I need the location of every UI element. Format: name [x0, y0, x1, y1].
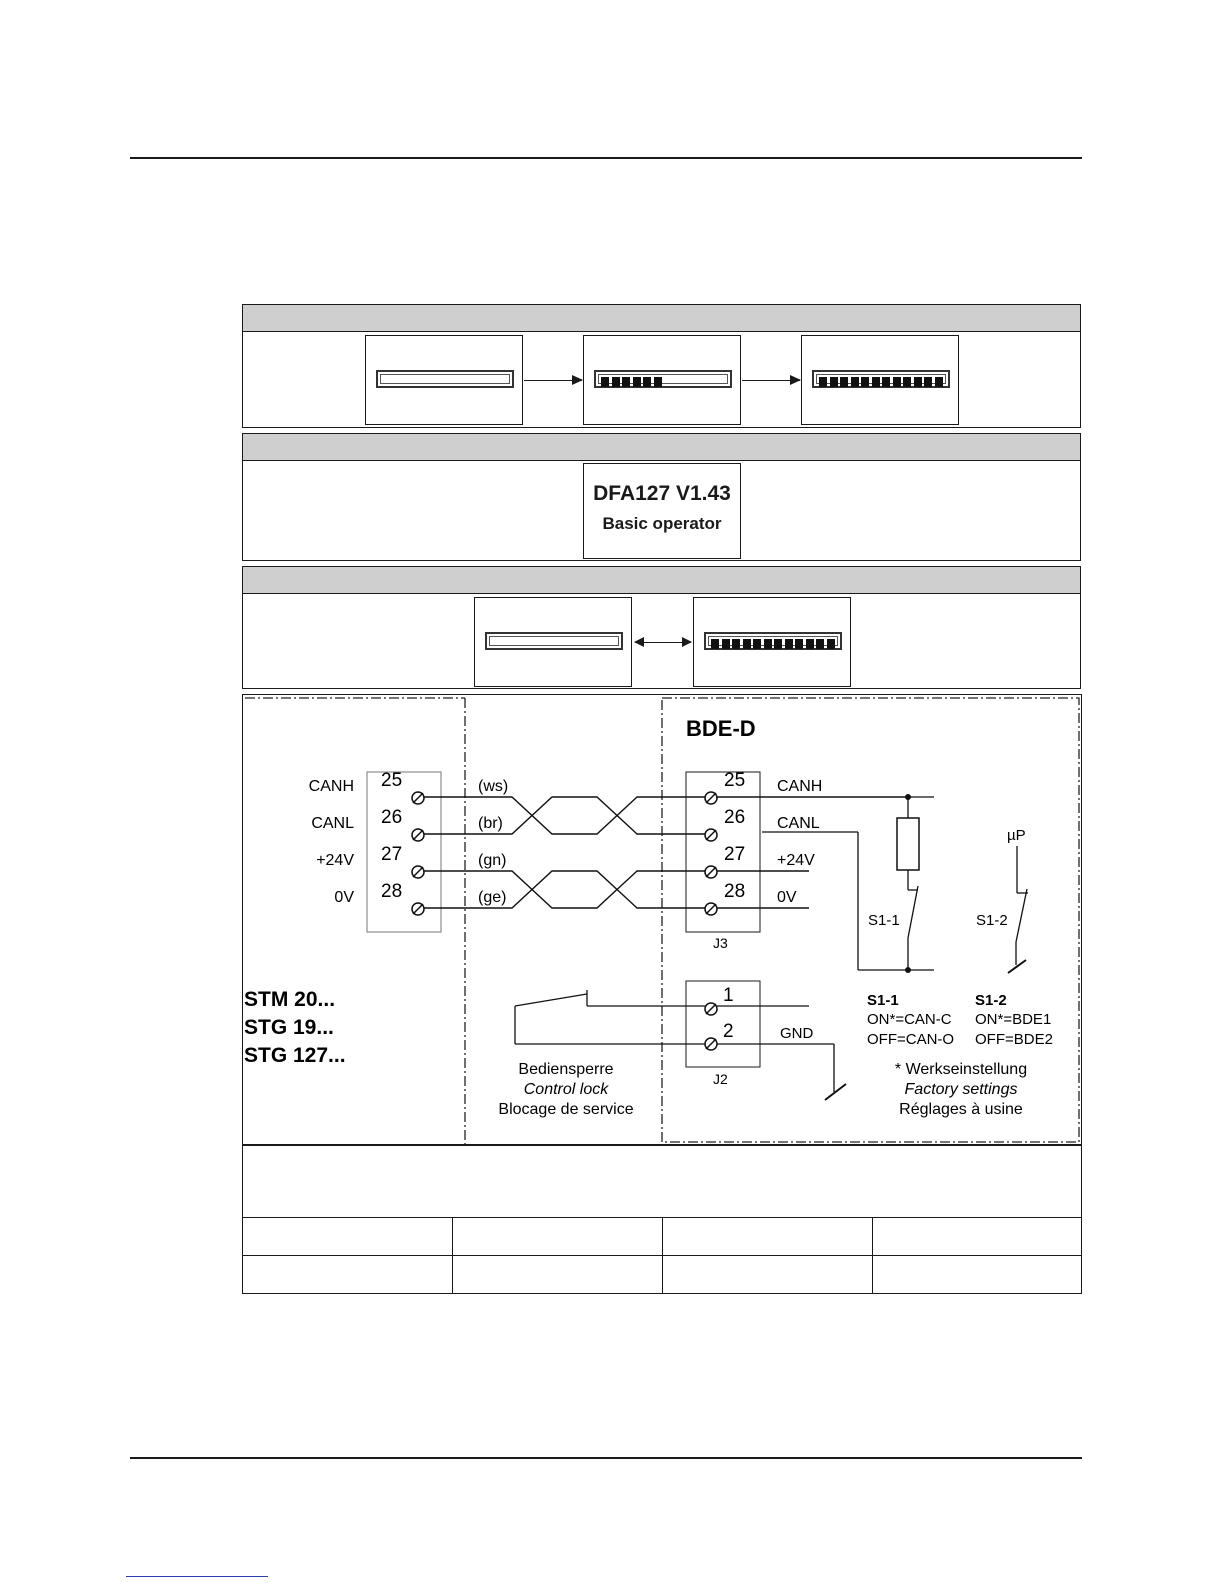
progress-segment: [764, 639, 772, 649]
footer-rule: [130, 1457, 1082, 1459]
left-signal-label: 0V: [334, 889, 354, 906]
s1-1-off: OFF=CAN-O: [867, 1031, 955, 1048]
microprocessor-label: µP: [1007, 827, 1026, 844]
screw-terminal-icon: [705, 1038, 717, 1050]
header-rule: [130, 157, 1082, 159]
left-signal-label: +24V: [316, 852, 354, 869]
toggle-section: [242, 566, 1081, 689]
progress-segment: [785, 639, 793, 649]
right-signal-label: CANL: [777, 815, 820, 832]
module-title: BDE-D: [686, 716, 756, 741]
section-header: [243, 305, 1080, 332]
right-signal-label: 0V: [777, 889, 797, 906]
progress-segment: [622, 377, 630, 387]
screw-terminal-icon: [412, 866, 424, 878]
device-3: STG 127...: [244, 1044, 346, 1067]
switch-s1-1-label: S1-1: [868, 912, 900, 929]
progress-segment: [819, 377, 827, 387]
factory-en: Factory settings: [904, 1081, 1018, 1098]
table-row: [243, 1255, 1081, 1294]
screw-terminal-icon: [705, 829, 717, 841]
progress-bar-empty: [485, 632, 623, 650]
lcd-version: [583, 463, 741, 559]
right-signal-label: CANH: [777, 778, 823, 795]
device-1: STM 20...: [244, 988, 336, 1011]
screw-terminal-icon: [412, 903, 424, 915]
s1-2-off: OFF=BDE2: [975, 1031, 1053, 1048]
switch-s1-2-label: S1-2: [976, 912, 1008, 929]
screw-terminal-icon: [412, 792, 424, 804]
twisted-wire: [424, 797, 705, 834]
section-header: [243, 567, 1080, 594]
progress-bar-half: [594, 370, 732, 388]
progress-segment: [732, 639, 740, 649]
switch-s1-2: [1016, 889, 1027, 942]
s1-2-on: ON*=BDE1: [975, 1011, 1052, 1028]
right-signal-label: +24V: [777, 852, 815, 869]
table-row: [243, 1217, 1081, 1256]
terminator-resistor: [897, 818, 919, 870]
ground-s1-2: [1008, 960, 1026, 973]
progress-segment: [827, 639, 835, 649]
s1-1-on: ON*=CAN-C: [867, 1011, 952, 1028]
wiring-diagram: [242, 694, 1082, 1146]
arrowhead-right-icon: [682, 637, 692, 647]
progress-bar-full: [704, 632, 842, 650]
connector-j2-label: J2: [713, 1071, 728, 1087]
progress-segment: [924, 377, 932, 387]
progress-segment: [893, 377, 901, 387]
screw-terminal-icon: [705, 866, 717, 878]
twisted-wire: [424, 797, 705, 834]
progress-segment: [612, 377, 620, 387]
progress-segment: [914, 377, 922, 387]
operator-text: Basic operator: [602, 514, 722, 533]
lcd-half: [583, 335, 741, 425]
right-pin-number: 28: [724, 881, 746, 902]
progress-segment: [882, 377, 890, 387]
progress-segment: [654, 377, 662, 387]
wire-color-label: (ge): [478, 889, 507, 906]
left-pin-number: 27: [381, 844, 403, 865]
device-2: STG 19...: [244, 1016, 334, 1039]
progress-segment: [753, 639, 761, 649]
connector-j3-label: J3: [713, 935, 728, 951]
version-section: [242, 433, 1081, 561]
control-lock-en: Control lock: [523, 1081, 609, 1098]
s1-1-title: S1-1: [867, 992, 899, 1009]
progress-segment: [806, 639, 814, 649]
progress-segment: [643, 377, 651, 387]
control-lock-fr: Blocage de service: [498, 1101, 634, 1118]
version-text: DFA127 V1.43: [593, 482, 731, 505]
section-header: [243, 434, 1080, 461]
progress-segment: [830, 377, 838, 387]
twisted-wire: [424, 871, 705, 908]
left-pin-number: 28: [381, 881, 403, 902]
screw-terminal-icon: [705, 792, 717, 804]
ground-icon: [825, 1084, 846, 1100]
screw-terminal-icon: [705, 1003, 717, 1015]
arrowhead-icon: [572, 375, 583, 385]
progress-segment: [903, 377, 911, 387]
lcd-full: [693, 597, 851, 687]
progress-segment: [851, 377, 859, 387]
progress-segment: [743, 639, 751, 649]
j2-pin-1: 1: [723, 985, 734, 1006]
progress-segment: [601, 377, 609, 387]
progress-bar-full: [812, 370, 950, 388]
footer-link-underline[interactable]: [126, 1576, 268, 1577]
screw-terminal-icon: [705, 903, 717, 915]
progress-bar-empty: [376, 370, 514, 388]
left-signal-label: CANL: [311, 815, 354, 832]
left-signal-label: CANH: [308, 778, 354, 795]
factory-fr: Réglages à usine: [899, 1101, 1023, 1118]
lcd-full: [801, 335, 959, 425]
progress-sequence-section: [242, 304, 1081, 428]
progress-segment: [722, 639, 730, 649]
right-pin-number: 27: [724, 844, 746, 865]
gnd-label: GND: [780, 1025, 814, 1042]
lcd-empty: [365, 335, 523, 425]
control-lock-de: Bediensperre: [518, 1061, 614, 1078]
arrowhead-left-icon: [634, 637, 644, 647]
wire-color-label: (gn): [478, 852, 507, 869]
progress-segment: [935, 377, 943, 387]
right-pin-number: 25: [724, 770, 746, 791]
progress-segment: [840, 377, 848, 387]
left-pin-number: 25: [381, 770, 403, 791]
factory-de: * Werkseinstellung: [894, 1061, 1028, 1078]
progress-segment: [795, 639, 803, 649]
progress-segment: [774, 639, 782, 649]
arrowhead-icon: [790, 375, 801, 385]
spec-table: [242, 1144, 1082, 1294]
progress-segment: [872, 377, 880, 387]
wire-color-label: (br): [478, 815, 503, 832]
progress-segment: [711, 639, 719, 649]
progress-segment: [861, 377, 869, 387]
s1-2-title: S1-2: [975, 992, 1007, 1009]
twisted-wire: [424, 871, 705, 908]
wire-color-label: (ws): [478, 778, 509, 795]
left-pin-number: 26: [381, 807, 403, 828]
progress-segment: [633, 377, 641, 387]
progress-segment: [816, 639, 824, 649]
screw-terminal-icon: [412, 829, 424, 841]
lcd-empty: [474, 597, 632, 687]
right-pin-number: 26: [724, 807, 746, 828]
control-lock-switch: [515, 994, 587, 1006]
switch-s1-1: [908, 886, 918, 938]
j2-pin-2: 2: [723, 1021, 734, 1042]
